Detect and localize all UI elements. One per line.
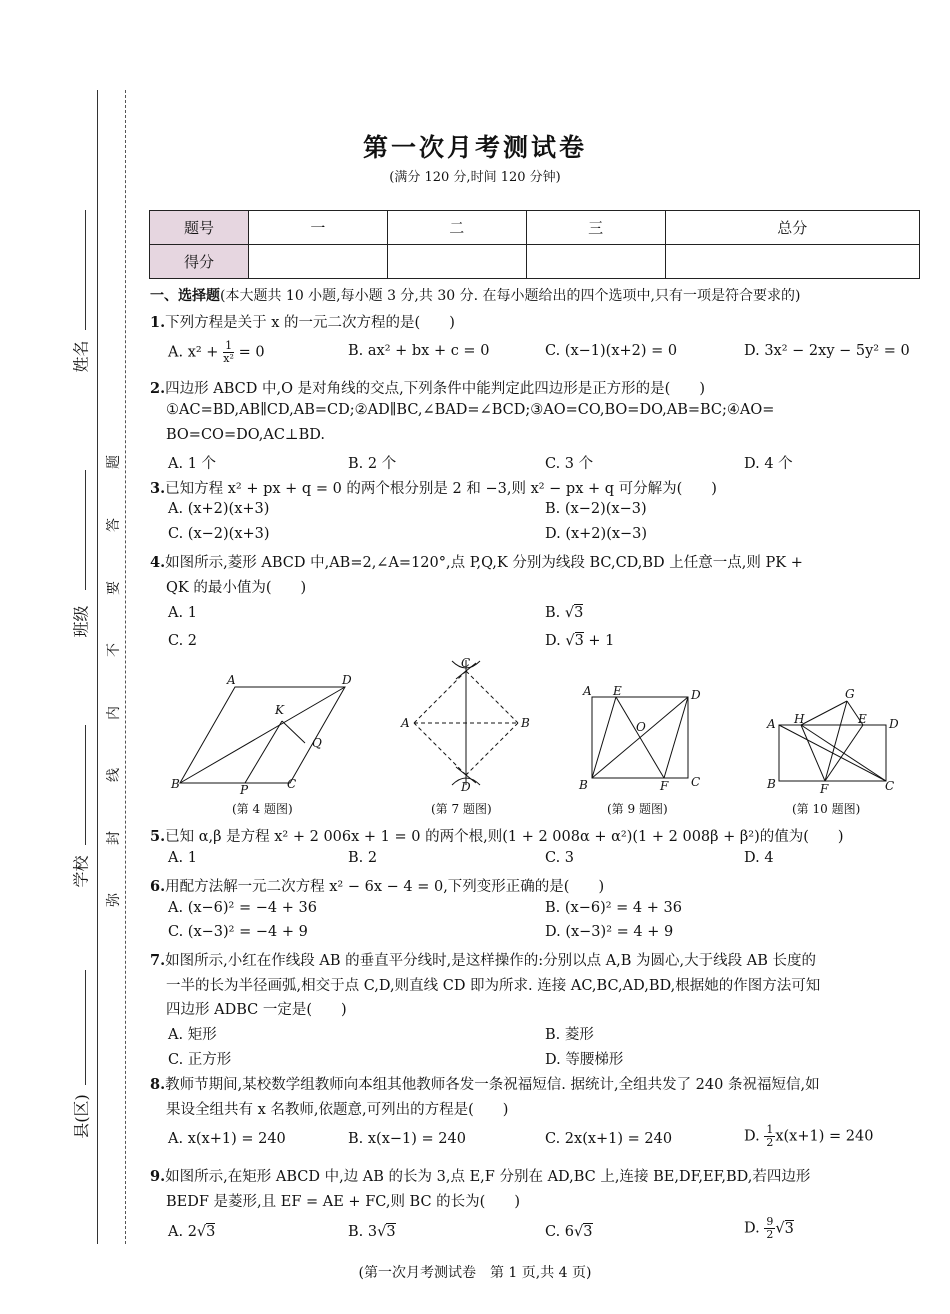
score-cell[interactable] [249,245,388,279]
score-cell[interactable] [526,245,665,279]
figure-9 [578,683,708,795]
question-text-cont: 四边形 ADBC 一定是( ) [166,1002,347,1018]
q7-option-b: B. 菱形 [545,1027,594,1043]
question-5 [150,825,844,846]
seal-char: 弥 [106,893,122,907]
figure-label: Q [312,736,322,750]
radicand: 3 [583,1224,593,1240]
score-cell[interactable] [665,245,919,279]
seal-char: 要 [106,581,122,595]
radicand: 3 [386,1224,396,1240]
q4-option-b: B. √3 [545,605,584,621]
class-underline [85,470,86,590]
question-6 [150,875,604,896]
question-text: 已知方程 x² + px + q = 0 的两个根分别是 2 和 −3,则 x² − px + q 可分解为( ) [165,481,717,497]
q9-option-a: A. 2√3 [168,1224,216,1240]
question-text: 教师节期间,某校数学组教师向本组其他教师各发一条祝福短信. 据统计,全组共发了 240 条祝福短信,如 [165,1077,820,1093]
section-desc: (本大题共 10 小题,每小题 3 分,共 30 分. 在每小题给出的四个选项中,只有一项是符合要求的) [220,288,801,304]
question-number: 6. [150,878,166,895]
q6-option-d: D. (x−3)² = 4 + 9 [545,924,674,940]
figure-label: F [660,779,669,793]
question-7 [150,949,816,970]
question-text: 如图所示,小红在作线段 AB 的垂直平分线时,是这样操作的:分别以点 A,B 为圆心,大于线段 AB 长度的 [165,953,816,969]
figure-label: D [889,717,899,731]
q2-option-c: C. 3 个 [545,456,594,472]
section-heading [150,285,800,305]
question-text-cont: BEDF 是菱形,且 EF = AE + FC,则 BC 的长为( ) [166,1194,520,1210]
question-number: 7. [150,952,166,969]
q8-option-c: C. 2x(x+1) = 240 [545,1131,673,1147]
option-text: D. [545,633,566,649]
q3-option-a: A. (x+2)(x+3) [168,501,270,517]
fraction-numerator: 1 [225,339,233,352]
question-2 [150,377,705,398]
fraction-numerator: 1 [766,1123,774,1136]
radicand: 3 [206,1224,216,1240]
figure-label: C [287,777,297,791]
figure-label: B [171,777,180,791]
q6-option-b: B. (x−6)² = 4 + 36 [545,900,682,916]
page-subtitle: (满分 120 分,时间 120 分钟) [389,170,561,185]
option-text: C. 6 [545,1224,575,1240]
question-number: 2. [150,380,166,397]
q1-option-a [168,340,265,365]
fraction-denominator: 2 [766,1136,774,1149]
question-text: 用配方法解一元二次方程 x² − 6x − 4 = 0,下列变形正确的是( ) [165,879,605,895]
figure-label: E [613,684,622,698]
question-text: 如图所示,菱形 ABCD 中,AB=2,∠A=120°,点 P,Q,K 分别为线段 BC,CD,BD 上任意一点,则 PK + [165,555,803,571]
page-footer: (第一次月考测试卷 第 1 页,共 4 页) [358,1265,592,1281]
figure-10-caption: (第 10 题图) [792,802,861,816]
section-title: 一、选择题 [150,288,220,304]
figure-label: H [794,712,805,726]
figure-9-caption: (第 9 题图) [607,802,668,816]
seal-char: 封 [106,831,122,845]
score-table-header: 二 [387,211,526,245]
q3-option-b: B. (x−2)(x−3) [545,501,647,517]
q3-option-c: C. (x−2)(x+3) [168,526,270,542]
q9-option-d: D. $\frac{9}{2}$ √3 [744,1215,794,1241]
figure-label: C [885,779,895,793]
q8-option-a: A. x(x+1) = 240 [168,1131,286,1147]
fraction-numerator: 9 [766,1215,774,1228]
q1-option-c: C. (x−1)(x+2) = 0 [545,343,678,359]
figure-label: E [858,712,867,726]
question-number: 9. [150,1168,166,1185]
option-text: D. [744,1220,765,1237]
fraction-denominator: 2 [766,1228,774,1241]
seal-char: 题 [106,455,122,469]
question-text-cont: ①AC=BD,AB∥CD,AB=CD;②AD∥BC,∠BAD=∠BCD;③AO=CO,BO=DO,AB=BC;④AO= [166,402,775,418]
figure-label: A [583,684,592,698]
score-table-header: 一 [249,211,388,245]
q2-option-b: B. 2 个 [348,456,397,472]
option-text: B. 3 [348,1224,378,1240]
radicand: 3 [574,605,584,621]
fraction [764,1216,775,1241]
question-text: 四边形 ABCD 中,O 是对角线的交点,下列条件中能判定此四边形是正方形的是( ) [165,381,706,397]
figure-label: C [461,656,471,670]
figure-label: K [275,703,284,717]
q1-option-b: B. ax² + bx + c = 0 [348,343,490,359]
figure-label: A [767,717,776,731]
q6-option-a: A. (x−6)² = −4 + 36 [168,900,317,916]
q4-option-c: C. 2 [168,633,198,649]
figure-label: O [636,720,646,734]
q5-option-a: A. 1 [168,850,197,866]
option-text: A. 2 [168,1224,197,1240]
question-text: 下列方程是关于 x 的一元二次方程的是( ) [165,315,455,331]
question-number: 3. [150,480,166,497]
q2-option-d: D. 4 个 [744,456,793,472]
binding-dashed-line [125,90,126,1244]
score-cell[interactable] [387,245,526,279]
figure-4-caption: (第 4 题图) [232,802,293,816]
binding-solid-line [97,90,98,1244]
figure-4 [165,670,365,800]
school-underline [85,725,86,845]
figure-10 [765,688,905,796]
option-text: x(x+1) = 240 [775,1128,874,1145]
radicand: 3 [574,633,584,649]
question-number: 5. [150,828,166,845]
q6-option-c: C. (x−3)² = −4 + 9 [168,924,308,940]
question-text-cont: QK 的最小值为( ) [166,580,307,596]
class-label: 班级 [71,605,91,638]
q4-option-d: D. √3 + 1 [545,633,615,649]
radicand: 3 [784,1220,794,1237]
figure-label: D [342,673,352,687]
figure-7 [400,655,535,795]
question-number: 1. [150,314,166,331]
q7-option-d: D. 等腰梯形 [545,1052,624,1068]
option-text: = 0 [234,344,265,361]
figure-label: F [820,782,829,796]
q9-option-b: B. 3√3 [348,1224,396,1240]
seal-char: 内 [106,706,122,720]
fraction [223,340,234,365]
score-table-header: 三 [526,211,665,245]
question-8 [150,1073,820,1094]
q5-option-c: C. 3 [545,850,575,866]
score-table [149,210,920,279]
q9-option-c: C. 6√3 [545,1224,593,1240]
q7-option-c: C. 正方形 [168,1052,232,1068]
figure-label: P [240,783,249,797]
option-text: B. [545,605,565,621]
option-text: A. x² + [168,344,224,361]
option-text: + 1 [583,633,615,649]
question-9 [150,1165,810,1186]
seal-char: 线 [106,768,122,782]
q5-option-d: D. 4 [744,850,774,866]
fraction-denominator: x² [223,352,234,365]
figure-label: D [691,688,701,702]
score-table-header: 题号 [150,211,249,245]
figure-label: B [521,716,530,730]
name-underline [85,210,86,330]
q8-option-d [744,1124,873,1149]
figure-label: C [691,775,701,789]
name-label: 姓名 [71,340,91,373]
q3-option-d: D. (x+2)(x−3) [545,526,648,542]
figure-label: B [767,777,776,791]
fraction [764,1124,775,1149]
score-row-label: 得分 [150,245,249,279]
figure-7-caption: (第 7 题图) [431,802,492,816]
question-text-cont: BO=CO=DO,AC⊥BD. [166,427,325,443]
q7-option-a: A. 矩形 [168,1027,217,1043]
question-text-cont: 一半的长为半径画弧,相交于点 C,D,则直线 CD 即为所求. 连接 AC,BC,AD,BD,根据她的作图方法可知 [166,978,821,994]
page-title: 第一次月考测试卷 [362,133,587,162]
option-text: D. [744,1128,765,1145]
question-4 [150,551,803,572]
county-underline [85,970,86,1085]
figure-label: B [579,778,588,792]
county-label: 县(区) [71,1094,91,1139]
figure-label: G [845,688,855,701]
score-table-header: 总分 [665,211,919,245]
question-text: 已知 α,β 是方程 x² + 2 006x + 1 = 0 的两个根,则(1 + 2 008α + α²)(1 + 2 008β + β²)的值为( ) [165,829,844,845]
question-1 [150,311,455,332]
question-number: 8. [150,1076,166,1093]
question-text: 如图所示,在矩形 ABCD 中,边 AB 的长为 3,点 E,F 分别在 AD,BC 上,连接 BE,DF,EF,BD,若四边形 [165,1169,811,1185]
seal-char: 不 [106,643,122,657]
figure-label: A [227,673,236,687]
q8-option-b: B. x(x−1) = 240 [348,1131,466,1147]
q5-option-b: B. 2 [348,850,378,866]
question-text-cont: 果设全组共有 x 名教师,依题意,可列出的方程是( ) [166,1102,509,1118]
seal-char: 答 [106,518,122,532]
question-number: 4. [150,554,166,571]
q4-option-a: A. 1 [168,605,197,621]
school-label: 学校 [71,855,91,888]
q2-option-a: A. 1 个 [168,456,217,472]
q1-option-d: D. 3x² − 2xy − 5y² = 0 [744,343,910,359]
question-3 [150,477,717,498]
figure-label: D [461,780,471,794]
figure-label: A [401,716,410,730]
